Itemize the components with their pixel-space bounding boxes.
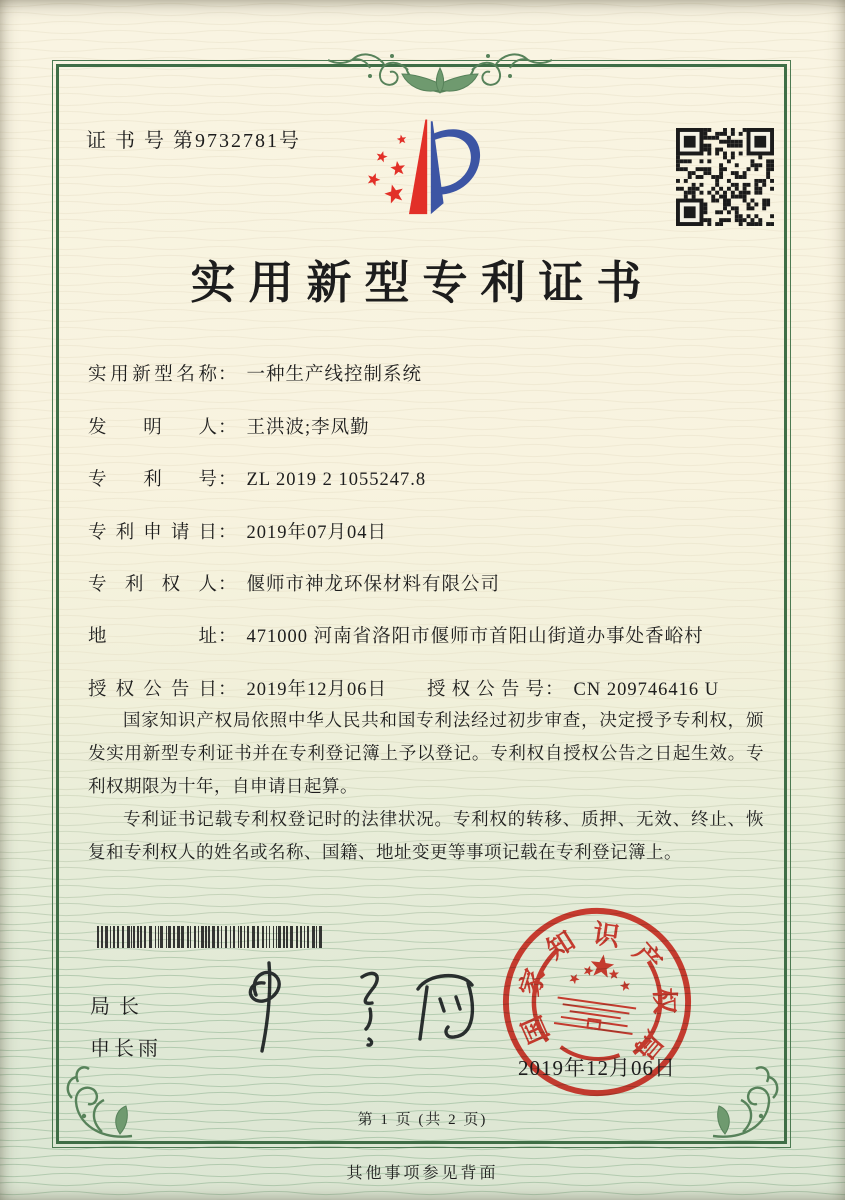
colon: ：: [218, 627, 238, 647]
field-row-patentee: [88, 570, 500, 596]
field-label: 专利权人: [88, 575, 218, 595]
commissioner-name: 申长雨: [90, 1038, 162, 1060]
commissioner-title: 局长: [90, 996, 148, 1018]
colon: ：: [218, 365, 238, 385]
qr-code: [676, 128, 774, 226]
back-note: 其他事项参见背面: [346, 1165, 499, 1182]
colon: ：: [218, 575, 238, 595]
field-label: 专利号: [88, 470, 218, 490]
field-label: 授权公告号: [427, 680, 546, 700]
seal-char: 产: [627, 937, 668, 978]
floral-ornament-top: [320, 30, 560, 114]
field-label: 专利申请日: [88, 523, 218, 543]
field-row-name: [88, 360, 422, 386]
field-value: 偃师市神龙环保材料有限公司: [246, 575, 501, 595]
seal-char: 国: [516, 1011, 555, 1048]
floral-ornament-corner-left: [58, 1060, 140, 1142]
certificate-number: 证 书 号 第9732781号: [86, 130, 301, 152]
field-label: 地址: [88, 627, 218, 647]
field-value: 2019年07月04日: [246, 523, 388, 543]
colon: ：: [218, 418, 238, 438]
field-label: 授权公告日: [88, 680, 218, 700]
legal-paragraph: 国家知识产权局依照中华人民共和国专利法经过初步审查，决定授予专利权，颁发实用新型专利证书并在专利登记簿上予以登记。专利权自授权公告之日起生效。专利权期限为十年，自申请日起算。: [88, 710, 764, 796]
barcode: [97, 926, 323, 948]
legal-paragraph: 专利证书记载专利权登记时的法律状况。专利权的转移、质押、无效、终止、恢复和专利权人的姓名或名称、国籍、地址变更等事项记载在专利登记簿上。: [88, 809, 764, 862]
field-value: 一种生产线控制系统: [246, 365, 423, 385]
colon: ：: [545, 680, 565, 700]
seal-char: 权: [649, 987, 680, 1015]
field-grant-number: [427, 675, 719, 701]
seal-char: 识: [591, 918, 622, 952]
field-value: 2019年12月06日: [246, 680, 388, 700]
field-row-grant: [88, 675, 719, 701]
field-value: 471000 河南省洛阳市偃师市首阳山街道办事处香峪村: [246, 627, 704, 647]
seal-char: 家: [514, 965, 551, 1000]
seal-char: 知: [541, 925, 581, 965]
logo-spike-red: [409, 119, 427, 214]
seal-char: 局: [628, 1025, 669, 1066]
field-row-inventor: [88, 413, 370, 439]
floral-ornament-corner-right: [705, 1060, 787, 1142]
page-number: 第 1 页 (共 2 页): [357, 1112, 488, 1128]
field-row-patent-number: [88, 465, 426, 491]
field-row-filing-date: [88, 518, 387, 544]
legal-text: [88, 704, 764, 869]
field-row-address: [88, 622, 704, 648]
colon: ：: [218, 523, 238, 543]
field-value: CN 209746416 U: [573, 680, 720, 700]
field-label: 发明人: [88, 418, 218, 438]
handwritten-signature: [222, 950, 482, 1062]
certificate-title: 实用新型专利证书: [190, 258, 655, 308]
seal-date: 2019年12月06日: [518, 1056, 676, 1080]
colon: ：: [218, 470, 238, 490]
colon: ：: [218, 680, 238, 700]
cnipa-logo-icon: [338, 112, 520, 238]
field-value: 王洪波;李凤勤: [246, 418, 370, 438]
field-value: ZL 2019 2 1055247.8: [246, 470, 427, 490]
field-label: 实用新型名称: [88, 365, 218, 385]
